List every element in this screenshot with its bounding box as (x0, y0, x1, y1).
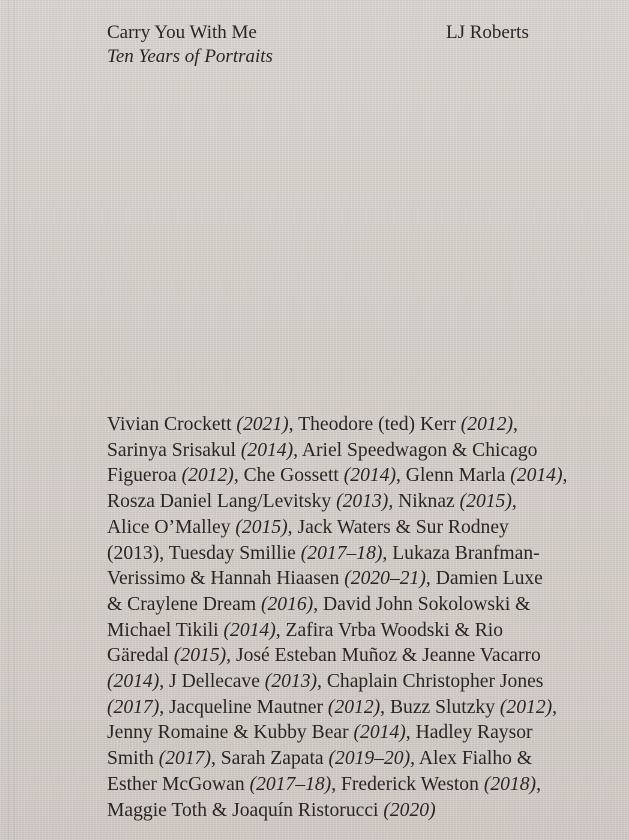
sitter-names: Vivian Crockett (107, 414, 237, 435)
names-line (107, 541, 627, 567)
sitter-names: , (511, 491, 517, 513)
names-line (107, 798, 627, 824)
portrait-year: (2019–20) (328, 748, 411, 770)
sitter-names: Sarinya Srisakul (107, 439, 241, 461)
names-line (107, 746, 627, 772)
sitter-names: Figueroa (107, 465, 182, 487)
sitter-names: , Damien Luxe (425, 568, 543, 590)
names-line (107, 412, 627, 438)
names-line (107, 720, 627, 746)
portrait-year: (2012) (181, 465, 234, 487)
sitter-names: , Frederick Weston (331, 773, 484, 795)
sitter-names: , José Esteban Muñoz & Jeanne Vacarro (226, 645, 541, 667)
sitter-names: , Zafira Vrba Woodski & Rio (275, 619, 504, 641)
portrait-year: (2012) (499, 696, 553, 718)
portrait-year: (2017) (158, 748, 211, 770)
sitter-names: & Craylene Dream (107, 593, 261, 615)
sitter-names: , (536, 773, 541, 795)
portrait-year: (2014) (223, 619, 276, 641)
sitter-names: Alice O’Malley (107, 516, 236, 538)
names-line (107, 592, 627, 618)
sitter-names: , Jacqueline Mautner (159, 696, 328, 718)
sitter-names: , Niknaz (388, 491, 460, 513)
author-name: LJ Roberts (446, 22, 529, 43)
names-line (107, 772, 627, 798)
sitter-names: Maggie Toth & Joaquín Ristorucci (107, 799, 384, 821)
sitter-names: (2013), Tuesday Smillie (107, 542, 301, 564)
portrait-year: (2014) (240, 439, 294, 461)
names-line (107, 515, 627, 541)
sitter-names: , Che Gossett (233, 465, 344, 487)
sitter-names: , Jack Waters & Sur Rodney (287, 516, 509, 538)
sitter-names: , (562, 465, 568, 487)
sitter-names: , (513, 414, 518, 435)
sitter-names: Rosza Daniel Lang/Levitsky (107, 491, 337, 513)
portrait-year: (2015) (459, 491, 512, 513)
sitter-names: Jenny Romaine & Kubby Bear (107, 722, 354, 744)
sitter-names: , J Dellecave (159, 671, 265, 693)
names-line (107, 643, 627, 669)
names-line (107, 695, 627, 721)
sitter-names: , Buzz Slutzky (380, 696, 500, 718)
portrait-year: (2021) (236, 414, 289, 435)
sitter-names: , Theodore (ted) Kerr (288, 414, 461, 435)
names-line (107, 438, 627, 464)
portrait-year: (2015) (235, 516, 288, 538)
portrait-year: (2012) (327, 696, 381, 718)
sitter-names: , Glenn Marla (396, 465, 511, 487)
portrait-year: (2020–21) (344, 568, 426, 590)
sitter-names: , David John Sokolowski & (313, 593, 531, 615)
sitter-names: , Ariel Speedwagon & Chicago (293, 439, 538, 461)
sitter-names: , Sarah Zapata (210, 748, 329, 770)
names-line (107, 618, 627, 644)
sitter-names: Esther McGowan (107, 773, 250, 795)
names-line (107, 489, 627, 515)
sitter-names: , (552, 696, 558, 718)
names-line (107, 566, 627, 592)
book-title: Carry You With Me (107, 22, 257, 43)
portrait-year: (2015) (173, 645, 227, 667)
sitter-names: Verissimo & Hannah Hiaasen (107, 568, 345, 590)
portrait-year: (2013) (264, 671, 318, 693)
sitter-names: , Lukaza Branfman- (382, 542, 540, 564)
names-line (107, 463, 627, 489)
sitter-names: Smith (107, 748, 159, 770)
spine-hinge (8, 0, 15, 840)
portrait-year: (2013) (336, 491, 389, 513)
portrait-year: (2012) (460, 414, 514, 435)
portrait-year: (2014) (353, 722, 406, 744)
sitter-names: , Hadley Raysor (405, 722, 533, 744)
portrait-year: (2016) (260, 593, 314, 615)
sitter-names: , Alex Fialho & (410, 748, 533, 770)
sitter-names: , Chaplain Christopher Jones (317, 671, 544, 693)
portrait-year: (2020) (383, 799, 436, 821)
sitter-names: Michael Tikili (107, 619, 224, 641)
portrait-year: (2014) (343, 465, 396, 487)
book-subtitle: Ten Years of Portraits (107, 46, 273, 67)
portrait-year: (2017–18) (300, 542, 383, 564)
portrait-year: (2017) (107, 696, 160, 718)
portrait-year: (2018) (483, 773, 537, 795)
portrait-year: (2017–18) (249, 773, 332, 795)
portrait-year: (2014) (510, 465, 563, 487)
names-line (107, 669, 627, 695)
sitters-list (107, 412, 627, 823)
sitter-names: Gäredal (107, 645, 174, 667)
portrait-year: (2014) (107, 671, 160, 693)
